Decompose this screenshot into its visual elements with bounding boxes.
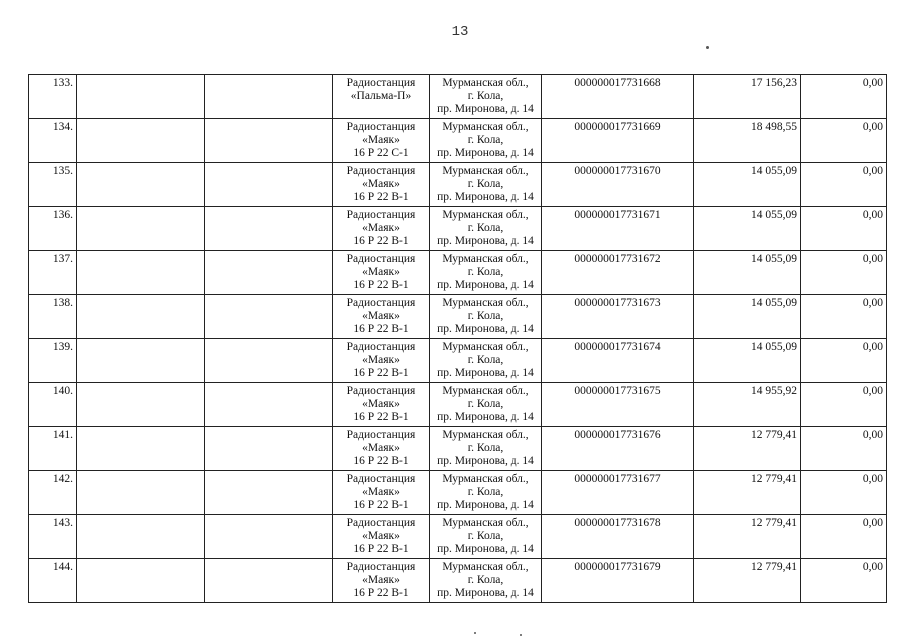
asset-name-line: Радиостанция	[346, 561, 416, 573]
residual-value: 0,00	[862, 209, 883, 221]
inventory-number: 000000017731678	[574, 517, 661, 529]
empty-cell	[205, 75, 333, 119]
inventory-number-cell	[542, 295, 694, 339]
amount: 14 055,09	[751, 165, 797, 177]
table-row	[29, 427, 887, 471]
asset-name-cell	[333, 119, 430, 163]
address-cell	[430, 383, 542, 427]
amount: 14 055,09	[751, 253, 797, 265]
residual-value: 0,00	[862, 385, 883, 397]
asset-name-line: «Маяк»	[362, 530, 400, 542]
amount: 12 779,41	[751, 473, 797, 485]
address-line: Мурманская обл.,	[442, 473, 529, 485]
residual-value-cell	[801, 427, 887, 471]
address-line: г. Кола,	[467, 222, 504, 234]
asset-name-line: Радиостанция	[346, 253, 416, 265]
empty-cell	[205, 383, 333, 427]
asset-name-line: Радиостанция	[346, 77, 416, 89]
address-line: Мурманская обл.,	[442, 253, 529, 265]
empty-cell	[205, 163, 333, 207]
empty-cell	[77, 471, 205, 515]
address-line: пр. Миронова, д. 14	[437, 499, 534, 511]
amount-cell	[694, 295, 801, 339]
address-line: пр. Миронова, д. 14	[437, 191, 534, 203]
row-number: 139.	[52, 341, 73, 353]
amount-cell	[694, 119, 801, 163]
asset-name-line: 16 Р 22 В-1	[353, 587, 409, 599]
residual-value: 0,00	[862, 253, 883, 265]
empty-cell	[77, 339, 205, 383]
residual-value: 0,00	[862, 297, 883, 309]
empty-cell	[205, 251, 333, 295]
address-line: пр. Миронова, д. 14	[437, 147, 534, 159]
empty-cell	[205, 515, 333, 559]
residual-value: 0,00	[862, 165, 883, 177]
amount-cell	[694, 471, 801, 515]
address-line: пр. Миронова, д. 14	[437, 543, 534, 555]
address-line: Мурманская обл.,	[442, 517, 529, 529]
address-line: г. Кола,	[467, 398, 504, 410]
page-number: 13	[451, 24, 469, 40]
row-number-cell	[29, 119, 77, 163]
asset-name-cell	[333, 427, 430, 471]
address-line: г. Кола,	[467, 442, 504, 454]
row-number: 135.	[52, 165, 73, 177]
amount-cell	[694, 251, 801, 295]
empty-cell	[77, 119, 205, 163]
inventory-number-cell	[542, 75, 694, 119]
row-number: 140.	[52, 385, 73, 397]
amount-cell	[694, 515, 801, 559]
amount-cell	[694, 427, 801, 471]
scan-speck	[520, 634, 522, 636]
asset-name-cell	[333, 515, 430, 559]
inventory-number: 000000017731674	[574, 341, 661, 353]
row-number: 144.	[52, 561, 73, 573]
empty-cell	[77, 383, 205, 427]
scan-speck	[474, 632, 476, 634]
asset-name-line: Радиостанция	[346, 385, 416, 397]
asset-name-line: «Маяк»	[362, 354, 400, 366]
empty-cell	[77, 163, 205, 207]
address-line: пр. Миронова, д. 14	[437, 103, 534, 115]
asset-name-line: «Маяк»	[362, 574, 400, 586]
inventory-number-cell	[542, 515, 694, 559]
inventory-number-cell	[542, 163, 694, 207]
empty-cell	[205, 295, 333, 339]
asset-name-line: 16 Р 22 В-1	[353, 411, 409, 423]
inventory-number-cell	[542, 251, 694, 295]
empty-cell	[205, 471, 333, 515]
empty-cell	[77, 515, 205, 559]
residual-value: 0,00	[862, 341, 883, 353]
asset-name-line: «Маяк»	[362, 442, 400, 454]
address-cell	[430, 515, 542, 559]
address-cell	[430, 471, 542, 515]
amount-cell	[694, 339, 801, 383]
address-line: г. Кола,	[467, 486, 504, 498]
table-row	[29, 163, 887, 207]
asset-name-line: Радиостанция	[346, 209, 416, 221]
address-line: г. Кола,	[467, 574, 504, 586]
asset-name-line: «Маяк»	[362, 398, 400, 410]
address-line: пр. Миронова, д. 14	[437, 411, 534, 423]
residual-value: 0,00	[862, 561, 883, 573]
asset-name-line: «Маяк»	[362, 486, 400, 498]
asset-name-line: Радиостанция	[346, 297, 416, 309]
asset-name-line: 16 Р 22 В-1	[353, 455, 409, 467]
inventory-number: 000000017731675	[574, 385, 661, 397]
asset-name-line: 16 Р 22 В-1	[353, 367, 409, 379]
residual-value-cell	[801, 471, 887, 515]
residual-value-cell	[801, 515, 887, 559]
amount-cell	[694, 75, 801, 119]
row-number-cell	[29, 207, 77, 251]
address-line: Мурманская обл.,	[442, 297, 529, 309]
empty-cell	[77, 207, 205, 251]
row-number-cell	[29, 515, 77, 559]
residual-value-cell	[801, 295, 887, 339]
address-line: Мурманская обл.,	[442, 561, 529, 573]
address-line: пр. Миронова, д. 14	[437, 367, 534, 379]
asset-name-line: 16 Р 22 С-1	[353, 147, 409, 159]
table-row	[29, 559, 887, 603]
table-row	[29, 207, 887, 251]
amount: 12 779,41	[751, 429, 797, 441]
empty-cell	[77, 559, 205, 603]
inventory-number: 000000017731676	[574, 429, 661, 441]
address-line: пр. Миронова, д. 14	[437, 279, 534, 291]
residual-value-cell	[801, 251, 887, 295]
address-cell	[430, 207, 542, 251]
address-cell	[430, 339, 542, 383]
inventory-number: 000000017731677	[574, 473, 661, 485]
residual-value-cell	[801, 339, 887, 383]
asset-name-cell	[333, 559, 430, 603]
address-line: г. Кола,	[467, 530, 504, 542]
inventory-number: 000000017731671	[574, 209, 661, 221]
asset-name-line: Радиостанция	[346, 517, 416, 529]
row-number-cell	[29, 427, 77, 471]
asset-name-line: Радиостанция	[346, 341, 416, 353]
asset-name-line: «Маяк»	[362, 134, 400, 146]
inventory-number-cell	[542, 427, 694, 471]
address-line: Мурманская обл.,	[442, 209, 529, 221]
asset-name-line: 16 Р 22 В-1	[353, 235, 409, 247]
residual-value: 0,00	[862, 517, 883, 529]
table-row	[29, 383, 887, 427]
table-row	[29, 295, 887, 339]
table-row	[29, 339, 887, 383]
inventory-number-cell	[542, 119, 694, 163]
residual-value-cell	[801, 207, 887, 251]
asset-name-line: 16 Р 22 В-1	[353, 499, 409, 511]
residual-value-cell	[801, 383, 887, 427]
row-number-cell	[29, 339, 77, 383]
inventory-number: 000000017731669	[574, 121, 661, 133]
amount-cell	[694, 163, 801, 207]
row-number: 137.	[52, 253, 73, 265]
address-line: Мурманская обл.,	[442, 429, 529, 441]
address-cell	[430, 75, 542, 119]
residual-value: 0,00	[862, 473, 883, 485]
address-cell	[430, 295, 542, 339]
asset-name-cell	[333, 383, 430, 427]
empty-cell	[77, 427, 205, 471]
address-line: Мурманская обл.,	[442, 77, 529, 89]
amount: 17 156,23	[751, 77, 797, 89]
asset-name-cell	[333, 339, 430, 383]
address-cell	[430, 119, 542, 163]
asset-name-line: 16 Р 22 В-1	[353, 191, 409, 203]
row-number: 136.	[52, 209, 73, 221]
empty-cell	[205, 559, 333, 603]
residual-value-cell	[801, 163, 887, 207]
amount: 14 055,09	[751, 209, 797, 221]
empty-cell	[205, 339, 333, 383]
asset-name-cell	[333, 207, 430, 251]
inventory-number: 000000017731668	[574, 77, 661, 89]
amount-cell	[694, 207, 801, 251]
row-number: 142.	[52, 473, 73, 485]
row-number: 141.	[52, 429, 73, 441]
asset-name-line: «Маяк»	[362, 178, 400, 190]
address-line: пр. Миронова, д. 14	[437, 455, 534, 467]
row-number-cell	[29, 75, 77, 119]
row-number-cell	[29, 471, 77, 515]
table-row	[29, 471, 887, 515]
row-number-cell	[29, 251, 77, 295]
inventory-number-cell	[542, 471, 694, 515]
amount: 12 779,41	[751, 517, 797, 529]
inventory-number-cell	[542, 207, 694, 251]
address-cell	[430, 427, 542, 471]
asset-name-cell	[333, 75, 430, 119]
address-line: г. Кола,	[467, 178, 504, 190]
asset-name-line: Радиостанция	[346, 429, 416, 441]
asset-register-table	[28, 74, 887, 603]
inventory-number-cell	[542, 559, 694, 603]
asset-name-line: Радиостанция	[346, 473, 416, 485]
amount: 14 055,09	[751, 297, 797, 309]
address-cell	[430, 163, 542, 207]
inventory-number-cell	[542, 383, 694, 427]
row-number-cell	[29, 295, 77, 339]
address-line: пр. Миронова, д. 14	[437, 235, 534, 247]
row-number-cell	[29, 383, 77, 427]
asset-name-line: 16 Р 22 В-1	[353, 543, 409, 555]
empty-cell	[77, 295, 205, 339]
address-line: пр. Миронова, д. 14	[437, 587, 534, 599]
address-cell	[430, 559, 542, 603]
scan-speck	[706, 46, 709, 49]
row-number: 133.	[52, 77, 73, 89]
address-line: Мурманская обл.,	[442, 121, 529, 133]
asset-name-line: «Маяк»	[362, 310, 400, 322]
table-row	[29, 515, 887, 559]
address-line: пр. Миронова, д. 14	[437, 323, 534, 335]
address-cell	[430, 251, 542, 295]
residual-value-cell	[801, 75, 887, 119]
row-number: 138.	[52, 297, 73, 309]
residual-value: 0,00	[862, 121, 883, 133]
empty-cell	[205, 119, 333, 163]
row-number: 134.	[52, 121, 73, 133]
asset-name-line: «Пальма-П»	[350, 90, 412, 102]
residual-value: 0,00	[862, 77, 883, 89]
empty-cell	[77, 251, 205, 295]
asset-name-line: «Маяк»	[362, 222, 400, 234]
asset-name-line: «Маяк»	[362, 266, 400, 278]
residual-value-cell	[801, 119, 887, 163]
asset-name-line: Радиостанция	[346, 121, 416, 133]
address-line: Мурманская обл.,	[442, 385, 529, 397]
table-row	[29, 75, 887, 119]
amount: 12 779,41	[751, 561, 797, 573]
row-number-cell	[29, 163, 77, 207]
asset-name-line: 16 Р 22 В-1	[353, 323, 409, 335]
asset-name-line: Радиостанция	[346, 165, 416, 177]
inventory-number: 000000017731673	[574, 297, 661, 309]
address-line: Мурманская обл.,	[442, 165, 529, 177]
asset-name-cell	[333, 471, 430, 515]
asset-name-cell	[333, 295, 430, 339]
address-line: г. Кола,	[467, 266, 504, 278]
amount: 14 055,09	[751, 341, 797, 353]
empty-cell	[205, 207, 333, 251]
amount-cell	[694, 559, 801, 603]
asset-name-cell	[333, 251, 430, 295]
empty-cell	[77, 75, 205, 119]
asset-name-line: 16 Р 22 В-1	[353, 279, 409, 291]
amount: 14 955,92	[751, 385, 797, 397]
row-number-cell	[29, 559, 77, 603]
address-line: г. Кола,	[467, 134, 504, 146]
inventory-number: 000000017731670	[574, 165, 661, 177]
table-row	[29, 119, 887, 163]
inventory-number: 000000017731672	[574, 253, 661, 265]
amount: 18 498,55	[751, 121, 797, 133]
inventory-number-cell	[542, 339, 694, 383]
row-number: 143.	[52, 517, 73, 529]
address-line: г. Кола,	[467, 90, 504, 102]
residual-value: 0,00	[862, 429, 883, 441]
residual-value-cell	[801, 559, 887, 603]
empty-cell	[205, 427, 333, 471]
amount-cell	[694, 383, 801, 427]
address-line: г. Кола,	[467, 354, 504, 366]
table-row	[29, 251, 887, 295]
inventory-number: 000000017731679	[574, 561, 661, 573]
address-line: Мурманская обл.,	[442, 341, 529, 353]
table-body	[29, 75, 887, 603]
address-line: г. Кола,	[467, 310, 504, 322]
asset-name-cell	[333, 163, 430, 207]
